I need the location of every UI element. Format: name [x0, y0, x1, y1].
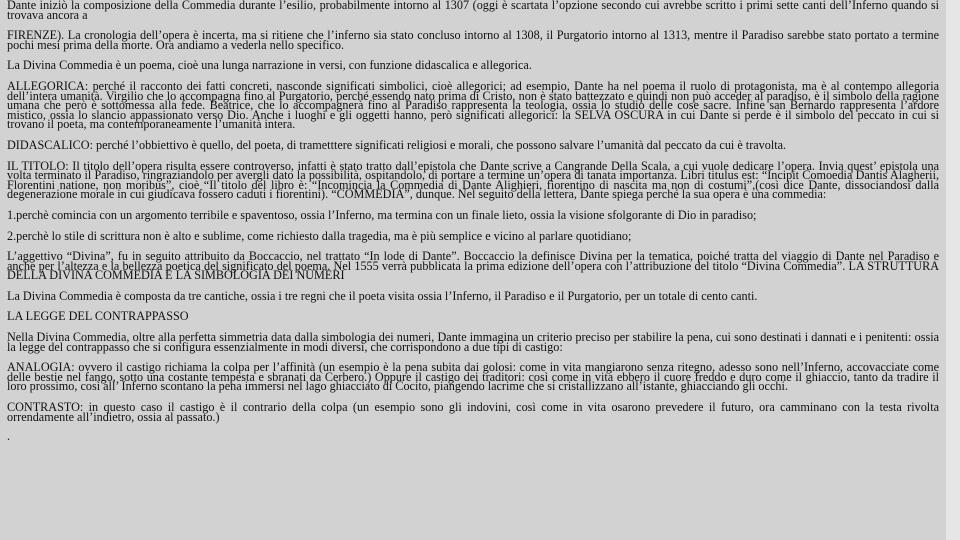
paragraph-contrappasso: Nella Divina Commedia, oltre alla perfetta simmetria data dalla simbologia dei numeri, Dante immagina un criterio preciso per stabilire la pena, cui sono destinati i dannati e i penitenti: ossia la legge del contrappasso che si configura essenzialmente in modi diversi, che corrispondono a due tipi di castigo:: [7, 330, 939, 354]
paragraph-chronology: FIRENZE). La cronologia dell’opera è incerta, ma si ritiene che l’inferno sia stato concluso intorno al 1308, il Purgatorio intorno al 1313, mentre il Paradiso sarebbe stato portato a termine pochi mesi prima della morte. Ora andiamo a vederla nello specifico.: [7, 28, 939, 52]
paragraph-reason-1: 1.perchè comincia con un argomento terribile e spaventoso, ossia l’Inferno, ma termina con un finale lieto, ossia la visione sfolgorante di Dio in paradiso;: [7, 207, 757, 222]
paragraph-titolo: IL TITOLO: Il titolo dell’opera risulta essere controverso, infatti è stato tratto dall’epistola che Dante scrive a Cangrande Della Scala, a cui vuole dedicare l’opera. Invia quest’ epistola una volta terminato il Paradiso, ringraziandolo per avergli dato la possibilità, ospitandolo, di portare a termine un’opera di tanata importanza. Libri titulus est: “Incipit Comoedia Dantis Alagherii, Florentini natione, non moribus”, cioè “Il titolo del libro è: “Incomincia la Commedia di Dante Alighieri, fiorentino di nascita ma non di costumi”,(così dice Dante, dissociandosi dalla degenerazione morale in cui giudicava fossero caduti i fiorentini). “COMMEDIA”, dunque. Nel seguito della lettera, Dante spiega perché la sua opera è una commedia:: [7, 158, 939, 202]
page-margin-strip: [946, 0, 960, 540]
paragraph-poem-definition: La Divina Commedia è un poema, cioè una lunga narrazione in versi, con funzione didascalica e allegorica.: [7, 58, 532, 73]
paragraph-didascalico: DIDASCALICO: perché l’obbiettivo è quello, del poeta, di trametttere significati religiosi e morali, che possono salvare l’umanità dal peccato da cui è travolta.: [7, 137, 787, 152]
paragraph-intro: Dante iniziò la composizione della Commedia durante l’esilio, probabilmente intorno al 1307 (oggi è scartata l’opzione secondo cui avrebbe scritto i primi sette canti dell’Inferno quando si trovava ancora a: [7, 0, 939, 22]
paragraph-allegorica: ALLEGORICA: perché il racconto dei fatti concreti, nasconde significati simbolici, cioè allegorici; ad esempio, Dante ha nel poema il ruolo di protagonista, ma è al contempo allegoria dell’intera umanità. Virgilio che lo accompagna fino al Purgatorio, perché essendo nato prima di Cristo, non è stato battezzato e quindi non può acceder al paradiso, è il simbolo della ragione umana che però è sottomessa alla fede. Beatrice, che lo accompagnerà fino al Paradiso rappresenta la teologia, ossia lo studio delle cose sacre. Infine san Bernardo rappresenta l’ardore mistico, ossia lo slancio appassionato verso Dio. Anche i luoghi e gli oggetti hanno, però significati allegorici: la SELVA OSCURA in cui Dante si perde è il simbolo del peccato in cui si trovano il poeta, ma contemporaneamente l’umanità intera.: [7, 78, 939, 132]
heading-contrappasso: LA LEGGE DEL CONTRAPPASSO: [7, 309, 189, 324]
paragraph-divina: L’aggettivo “Divina”, fu in seguito attribuito da Boccaccio, nel trattato “In lode di Dante”. Boccaccio la definisce Divina per la tematica, poiché tratta del viaggio di Dante nel Paradiso e anche per l’altezza e la bellezza poetica del significato del poema. Nel 1555 verrà pubblicata la prima edizione dell’opera con l’attribuzione del titolo “Divina Commedia”. LA STRUTTURA DELLA DIVINA COMMEDIA E LA SIMBOLOGIA DEI NUMERI: [7, 249, 939, 283]
paragraph-analogia: ANALOGIA: ovvero il castigo richiama la colpa per l’affinità (un esempio è la pena subita dai golosi: come in vita mangiarono senza ritegno, adesso sono nell’Inferno, accovacciate come delle bestie nel fango, sotto una costante tempesta e sbranati da Cerbero.) Oppure il castigo dei traditori: così come in vita ebbero il cuore freddo e duro come il ghiaccio, tanto da tradire il loro prossimo, così all’ Inferno scontano la pena immersi nel lago ghiacciato di Cocito, piangendo lacrime che si cristallizzano all’istante, ghiacciando gli occhi.: [7, 360, 939, 394]
paragraph-reason-2: 2.perchè lo stile di scrittura non è alto e sublime, come richiesto dalla tragedia, ma è più semplice e vicino al parlare quotidiano;: [7, 228, 632, 243]
paragraph-struttura: La Divina Commedia è composta da tre cantiche, ossia i tre regni che il poeta visita ossia l’Inferno, il Paradiso e il Purgatorio, per un totale di cento canti.: [7, 288, 758, 303]
paragraph-contrasto: CONTRASTO: in questo caso il castigo è il contrario della colpa (un esempio sono gli indovini, così come in vita osarono prevedere il futuro, ora camminano con la testa rivolta orrendamente all’indietro, ossia al passato.): [7, 400, 939, 424]
paragraph-trailing-dot: .: [7, 429, 11, 444]
document-body: [7, 1, 939, 453]
